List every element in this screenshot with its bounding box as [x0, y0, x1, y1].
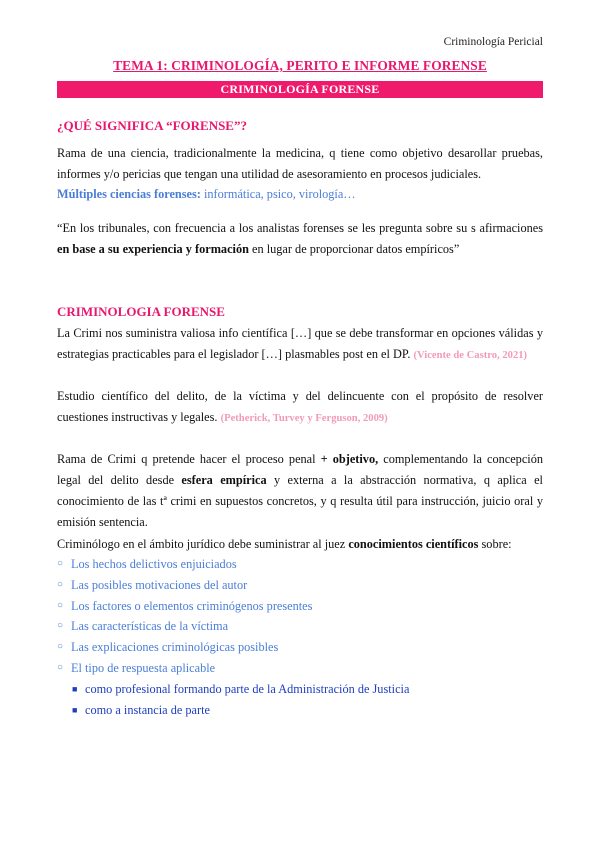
circle-bullet-icon: ○ — [57, 661, 64, 673]
circle-bullet-icon: ○ — [57, 641, 64, 653]
sublist-item: ■ como a instancia de parte — [57, 700, 543, 721]
crimi-text: La Crimi nos suministra valiosa info científica […] que se debe transformar en opciones válidas y estrategias practicables para el legislador […] plasmables post en el DP. — [57, 326, 543, 361]
list-item: ○ Los hechos delictivos enjuiciados — [57, 554, 543, 575]
objective-text-c: y externa a la abstracción normativa, q aplica el conocimiento de las tª crimi en supuestos concretos, y q resulta útil para instrucción, juicio oral y emisión sentencia. — [57, 473, 543, 529]
empirical-sphere-bold: esfera empírica — [181, 473, 267, 487]
circle-bullet-icon: ○ — [57, 599, 64, 611]
multiple-sciences-label: Múltiples ciencias forenses: — [57, 187, 201, 201]
knowledge-list — [57, 554, 543, 720]
objective-text-a: Rama de Crimi q pretende hacer el proceso penal — [57, 452, 321, 466]
scientific-knowledge-bold: conocimientos científicos — [348, 537, 479, 551]
criminologist-text-b: sobre: — [478, 537, 512, 551]
section1-paragraph: Rama de una ciencia, tradicionalmente la medicina, q tiene como objetivo desarollar pruebas, informes y/o pericias que tengan una utilidad de asesoramiento en procesos judiciales. — [57, 146, 543, 181]
section1-heading: ¿QUÉ SIGNIFICA “FORENSE”? — [57, 118, 247, 133]
citation-petherick: (Petherick, Turvey y Ferguson, 2009) — [220, 413, 388, 424]
circle-bullet-icon: ○ — [57, 620, 64, 632]
list-item: ○ Las posibles motivaciones del autor — [57, 575, 543, 596]
list-item: ○ Los factores o elementos criminógenos presentes — [57, 596, 543, 617]
circle-bullet-icon: ○ — [57, 558, 64, 569]
multiple-sciences-text: informática, psico, virología… — [200, 187, 356, 201]
square-bullet-icon: ■ — [72, 704, 78, 715]
quote-text-a: “En los tribunales, con frecuencia a los analistas forenses se les pregunta sobre su s afirmaciones — [57, 221, 543, 235]
citation-vicente: (Vicente de Castro, 2021) — [413, 350, 528, 361]
list-item: ○ Las características de la víctima — [57, 616, 543, 637]
section-banner: CRIMINOLOGÍA FORENSE — [57, 81, 543, 98]
criminologist-text-a: Criminólogo en el ámbito jurídico debe suministrar al juez — [57, 537, 349, 551]
multiple-sciences-line — [57, 185, 543, 203]
page-title: TEMA 1: CRIMINOLOGÍA, PERITO E INFORME FORENSE — [113, 58, 487, 73]
quote-paragraph — [57, 218, 543, 260]
list-item: ○ Las explicaciones criminológicas posibles — [57, 637, 543, 658]
circle-bullet-icon: ○ — [57, 578, 64, 590]
square-bullet-icon: ■ — [72, 683, 78, 694]
study-text: Estudio científico del delito, de la víctima y del delincuente con el propósito de resolver cuestiones instructivas y legales. — [57, 389, 543, 424]
response-sublist — [57, 679, 543, 721]
quote-text-b: en lugar de proporcionar datos empíricos” — [248, 242, 460, 256]
section2-heading: CRIMINOLOGIA FORENSE — [57, 304, 225, 319]
criminologist-intro — [57, 535, 543, 553]
objective-paragraph — [57, 449, 543, 533]
crimi-paragraph — [57, 323, 543, 366]
objective-text-b: complementando la concepción legal del delito desde — [57, 452, 543, 487]
objective-bold: + objetivo, — [320, 452, 379, 466]
quote-text-bold: en base a su experiencia y formación — [57, 242, 249, 256]
sublist-item: ■ como profesional formando parte de la Administración de Justicia — [57, 679, 543, 700]
study-paragraph — [57, 386, 543, 429]
list-item: ○ El tipo de respuesta aplicable — [57, 658, 543, 679]
running-header: Criminología Pericial — [443, 36, 543, 48]
